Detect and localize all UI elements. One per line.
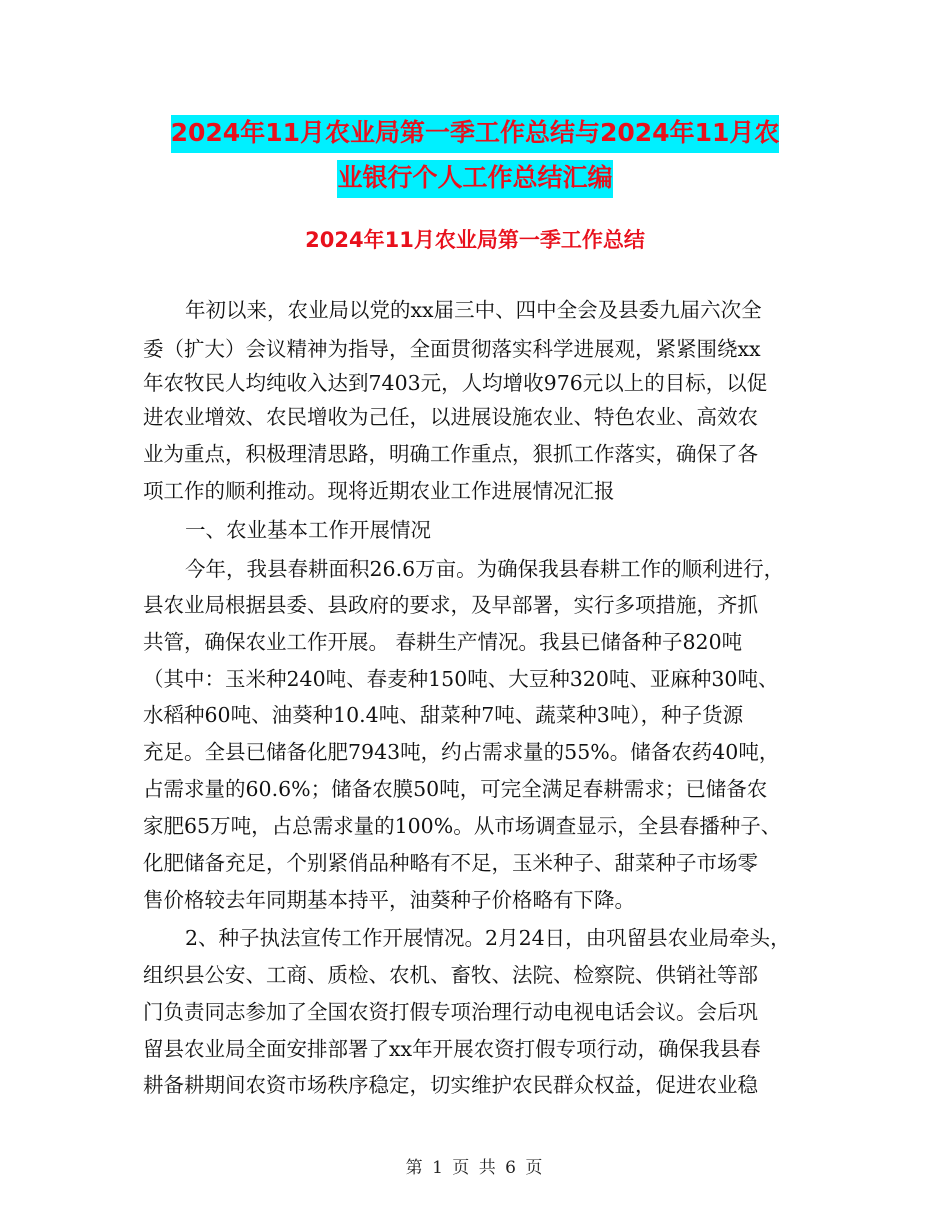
body-line: 项工作的顺利推动。现将近期农业工作进展情况汇报 — [143, 479, 615, 503]
body-line: （其中：玉米种240吨、春麦种150吨、大豆种320吨、亚麻种30吨、 — [143, 667, 779, 691]
body-line: 共管，确保农业工作开展。 春耕生产情况。我县已储备种子820吨 — [143, 630, 743, 654]
body-line: 水稻种60吨、油葵种10.4吨、甜菜种7吨、蔬菜种3吨），种子货源 — [143, 703, 744, 727]
body-line: 化肥储备充足，个别紧俏品种略有不足，玉米种子、甜菜种子市场零 — [143, 851, 758, 875]
body-line: 组织县公安、工商、质检、农机、畜牧、法院、检察院、供销社等部 — [143, 963, 758, 987]
body-line: 留县农业局全面安排部署了xx年开展农资打假专项行动，确保我县春 — [143, 1037, 761, 1061]
section-title: 2024年11月农业局第一季工作总结 — [305, 228, 645, 252]
body-line: 进农业增效、农民增收为己任，以进展设施农业、特色农业、高效农 — [143, 405, 758, 429]
body-line: 业为重点，积极理清思路，明确工作重点，狠抓工作落实，确保了各 — [143, 442, 758, 466]
document-title-line-1 — [130, 113, 820, 149]
body-line: 占需求量的60.6%；储备农膜50吨，可完全满足春耕需求；已储备农 — [143, 777, 768, 801]
body-line: 门负责同志参加了全国农资打假专项治理行动电视电话会议。会后巩 — [143, 1000, 758, 1024]
title-highlight: 业银行个人工作总结汇编 — [337, 160, 612, 198]
page-number-footer: 第 1 页 共 6 页 — [405, 1158, 545, 1178]
body-line: 年农牧民人均纯收入达到7403元，人均增收976元以上的目标，以促 — [143, 371, 768, 395]
body-line: 县农业局根据县委、县政府的要求，及早部署，实行多项措施，齐抓 — [143, 593, 758, 617]
body-line: 一、农业基本工作开展情况 — [185, 518, 431, 542]
body-line: 委（扩大）会议精神为指导，全面贯彻落实科学进展观，紧紧围绕xx — [143, 337, 761, 361]
title-highlight: 2024年11月农业局第一季工作总结与2024年11月农 — [171, 115, 780, 153]
body-line: 2、种子执法宣传工作开展情况。2月24日，由巩留县农业局牵头， — [185, 926, 791, 950]
body-line: 家肥65万吨，占总需求量的100%。从市场调查显示，全县春播种子、 — [143, 814, 782, 838]
document-title-line-2 — [130, 158, 820, 194]
body-line: 售价格较去年同期基本持平，油葵种子价格略有下降。 — [143, 888, 635, 912]
body-line: 耕备耕期间农资市场秩序稳定，切实维护农民群众权益，促进农业稳 — [143, 1073, 758, 1097]
body-line: 今年，我县春耕面积26.6万亩。为确保我县春耕工作的顺利进行， — [185, 557, 785, 581]
body-line: 年初以来，农业局以党的xx届三中、四中全会及县委九届六次全 — [185, 298, 762, 322]
body-line: 充足。全县已储备化肥7943吨，约占需求量的55%。储备农药40吨， — [143, 740, 780, 764]
